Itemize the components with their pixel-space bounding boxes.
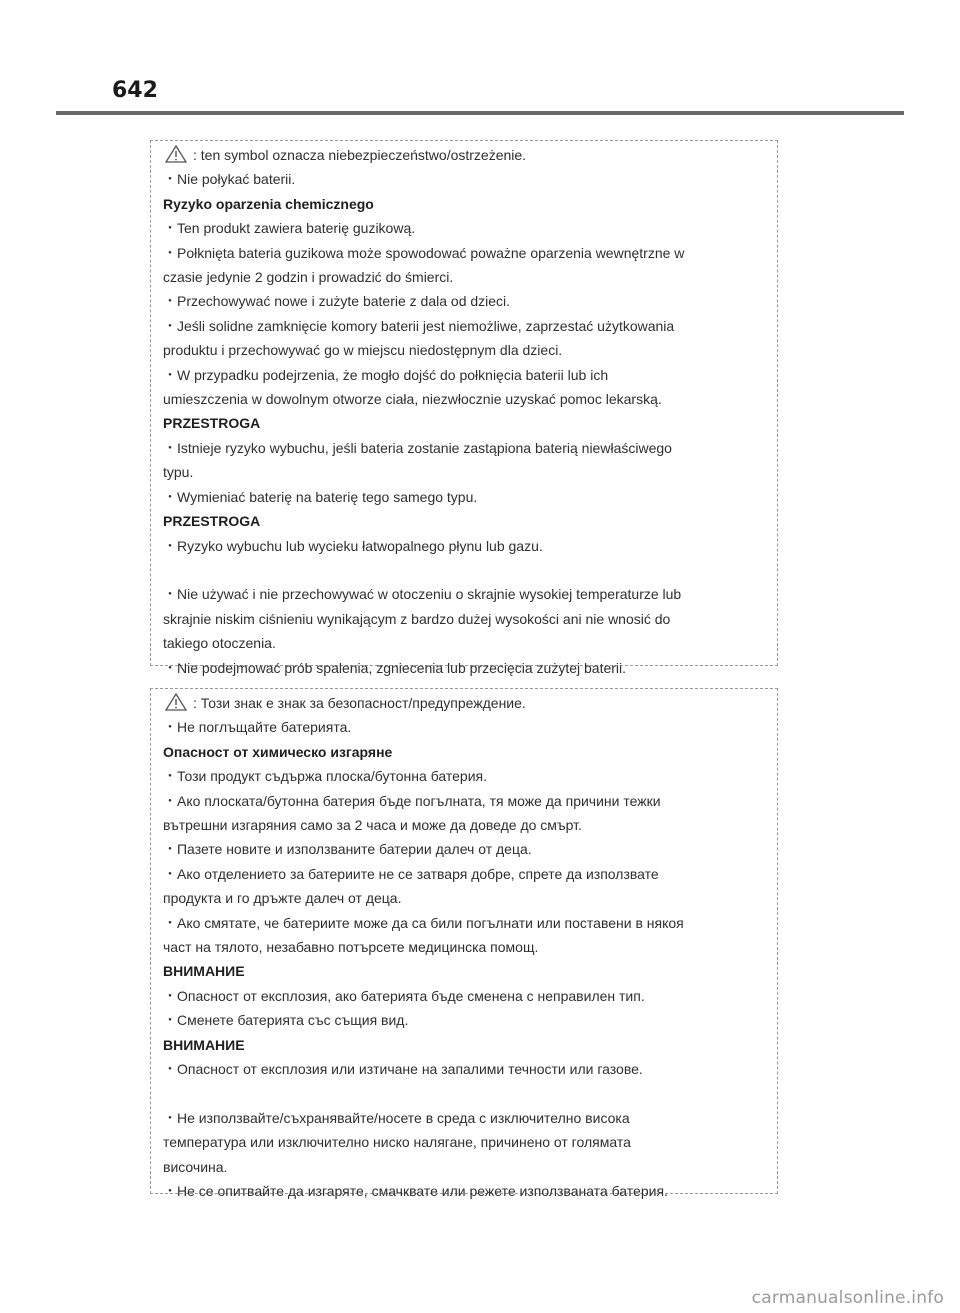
bulgarian-heading: ВНИМАНИЕ: [163, 963, 245, 980]
polish-text-line: czasie jedynie 2 godzin i prowadzić do śmierci.: [163, 269, 454, 286]
bulgarian-heading: Опасност от химическо изгаряне: [163, 743, 393, 760]
polish-text-line: umieszczenia w dowolnym otworze ciała, niezwłocznie uzyskać pomoc lekarską.: [163, 391, 662, 408]
bulgarian-text-line: ・Не използвайте/съхранявайте/носете в среда с изключително висока: [163, 1109, 630, 1126]
polish-heading: PRZESTROGA: [163, 513, 261, 530]
bulgarian-text-line: ・Не поглъщайте батерията.: [163, 719, 352, 736]
polish-spacer: [163, 558, 765, 582]
bulgarian-text-line: ・Пазете новите и използваните батерии далеч от деца.: [163, 841, 532, 858]
polish-text-line: ・Połknięta bateria guzikowa może spowodować poważne oparzenia wewnętrzne w: [163, 244, 685, 261]
polish-text-line: ・Ten produkt zawiera baterię guzikową.: [163, 220, 416, 237]
polish-text-line: ・Nie połykać baterii.: [163, 171, 296, 188]
header-rule: [56, 111, 904, 115]
polish-text-line: ・Nie używać i nie przechowywać w otoczeniu o skrajnie wysokiej temperaturze lub: [163, 586, 682, 603]
polish-text-line: ・W przypadku podejrzenia, że mogło dojść do połknięcia baterii lub ich: [163, 366, 609, 383]
bulgarian-spacer: [163, 1082, 765, 1106]
warning-triangle-icon: [165, 145, 187, 163]
bulgarian-text-line: ・Ако смятате, че батериите може да са били погълнати или поставени в някоя: [163, 914, 684, 931]
bulgarian-text-line: температура или изключително ниско налягане, причинено от голямата: [163, 1134, 631, 1151]
polish-heading: Ryzyko oparzenia chemicznego: [163, 195, 374, 212]
footer-watermark: carmanualsonline.info: [751, 1288, 944, 1308]
polish-symbol-line: [163, 143, 765, 167]
polish-text-line: ・Istnieje ryzyko wybuchu, jeśli bateria zostanie zastąpiona baterią niewłaściwego: [163, 439, 672, 456]
bulgarian-text-line: ・Сменете батерията със същия вид.: [163, 1012, 409, 1029]
polish-text-line: typu.: [163, 464, 194, 481]
bulgarian-text-line: височина.: [163, 1158, 228, 1175]
bulgarian-text-line: ・Този продукт съдържа плоска/бутонна батерия.: [163, 768, 487, 785]
polish-symbol-note: : ten symbol oznacza niebezpieczeństwo/ostrzeżenie.: [193, 147, 527, 163]
page-number: 642: [112, 78, 158, 103]
bulgarian-text-line: продукта и го дръжте далеч от деца.: [163, 890, 402, 907]
bulgarian-text-line: вътрешни изгаряния само за 2 часа и може да доведе до смърт.: [163, 817, 582, 834]
polish-text-line: ・Nie podejmować prób spalenia, zgniecenia lub przecięcia zużytej baterii.: [163, 659, 627, 676]
bulgarian-lines: [163, 715, 765, 1203]
polish-heading: PRZESTROGA: [163, 415, 261, 432]
polish-text-line: ・Jeśli solidne zamknięcie komory baterii jest niemożliwe, zaprzestać użytkowania: [163, 317, 675, 334]
polish-text-line: skrajnie niskim ciśnieniu wynikającym z bardzo dużej wysokości ani nie wnosić do: [163, 610, 671, 627]
bulgarian-symbol-note: : Този знак е знак за безопасност/предупреждение.: [193, 695, 526, 711]
polish-text-line: ・Przechowywać nowe i zużyte baterie z dala od dzieci.: [163, 293, 511, 310]
bulgarian-symbol-line: [163, 691, 765, 715]
polish-warning-box: [150, 140, 778, 676]
polish-text-line: produktu i przechowywać go w miejscu niedostępnym dla dzieci.: [163, 342, 563, 359]
bulgarian-text-line: ・Ако плоската/бутонна батерия бъде погълната, тя може да причини тежки: [163, 792, 661, 809]
polish-lines: [163, 167, 765, 680]
bulgarian-warning-box: [150, 688, 778, 1200]
bulgarian-text-line: ・Опасност от експлозия или изтичане на запалими течности или газове.: [163, 1061, 643, 1078]
bulgarian-text-line: ・Ако отделението за батериите не се затваря добре, спрете да използвате: [163, 865, 659, 882]
bulgarian-text-line: част на тялото, незабавно потърсете медицинска помощ.: [163, 939, 539, 956]
polish-text-line: ・Ryzyko wybuchu lub wycieku łatwopalnego płynu lub gazu.: [163, 537, 543, 554]
polish-text-line: takiego otoczenia.: [163, 635, 276, 652]
bulgarian-heading: ВНИМАНИЕ: [163, 1036, 245, 1053]
warning-triangle-icon: [165, 693, 187, 711]
bulgarian-text-line: ・Опасност от експлозия, ако батерията бъде сменена с неправилен тип.: [163, 987, 645, 1004]
polish-text-line: ・Wymieniać baterię na baterię tego samego typu.: [163, 488, 478, 505]
bulgarian-text-line: ・Не се опитвайте да изгаряте, смачквате или режете използваната батерия.: [163, 1183, 668, 1200]
